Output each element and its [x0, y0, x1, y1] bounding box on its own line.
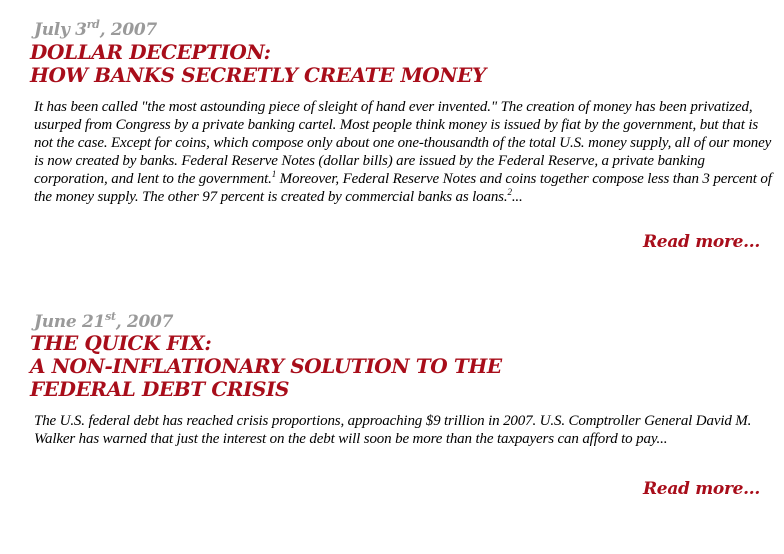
- date-year: , 2007: [115, 312, 174, 332]
- date-day: July 3: [34, 20, 87, 40]
- article-excerpt: The U.S. federal debt has reached crisis proportions, approaching $9 trillion in 2007. U.S. Comptroller General David M. Walker has warned that just the interest on the debt will soon be more than the taxpayers can afford to pay...: [34, 413, 752, 447]
- excerpt-text: It has been called "the most astounding piece of sleight of hand ever invented." The creation of money has been privatized, usurped from Congress by a private banking cartel. Most people think money is issued by fiat by the government, but that is not the case. Except for coins, which compose only about one one-thousandth of the total U.S. money supply, all of our money is now created by banks. Federal Reserve Notes (dollar bills) are issued by the Federal Reserve, a private banking corporation, and lent to the government.: [34, 99, 772, 187]
- excerpt-text: Moreover, Federal Reserve Notes and coins together compose less than 3 percent of the money supply. The other 97 percent is created by commercial banks as loans.: [34, 171, 772, 205]
- read-more-link[interactable]: Read more...: [642, 479, 760, 499]
- article-title[interactable]: [30, 332, 502, 401]
- date-suffix: rd: [86, 18, 100, 31]
- excerpt-ellipsis: ...: [511, 189, 523, 205]
- read-more-link[interactable]: Read more...: [642, 232, 760, 252]
- article-date: [34, 20, 157, 40]
- title-line[interactable]: FEDERAL DEBT CRISIS: [30, 377, 290, 401]
- date-day: June 21: [34, 312, 106, 332]
- title-line[interactable]: THE QUICK FIX:: [30, 331, 212, 355]
- title-line[interactable]: HOW BANKS SECRETLY CREATE MONEY: [30, 63, 486, 87]
- date-suffix: st: [105, 310, 116, 323]
- article-title[interactable]: [30, 41, 486, 87]
- footnote-marker: 2: [507, 187, 512, 197]
- date-year: , 2007: [99, 20, 157, 40]
- footnote-marker: 1: [271, 169, 277, 179]
- article-date: [34, 312, 173, 332]
- article-excerpt: [34, 98, 774, 206]
- title-line[interactable]: A NON-INFLATIONARY SOLUTION TO THE: [30, 354, 502, 378]
- title-line[interactable]: DOLLAR DECEPTION:: [30, 40, 271, 64]
